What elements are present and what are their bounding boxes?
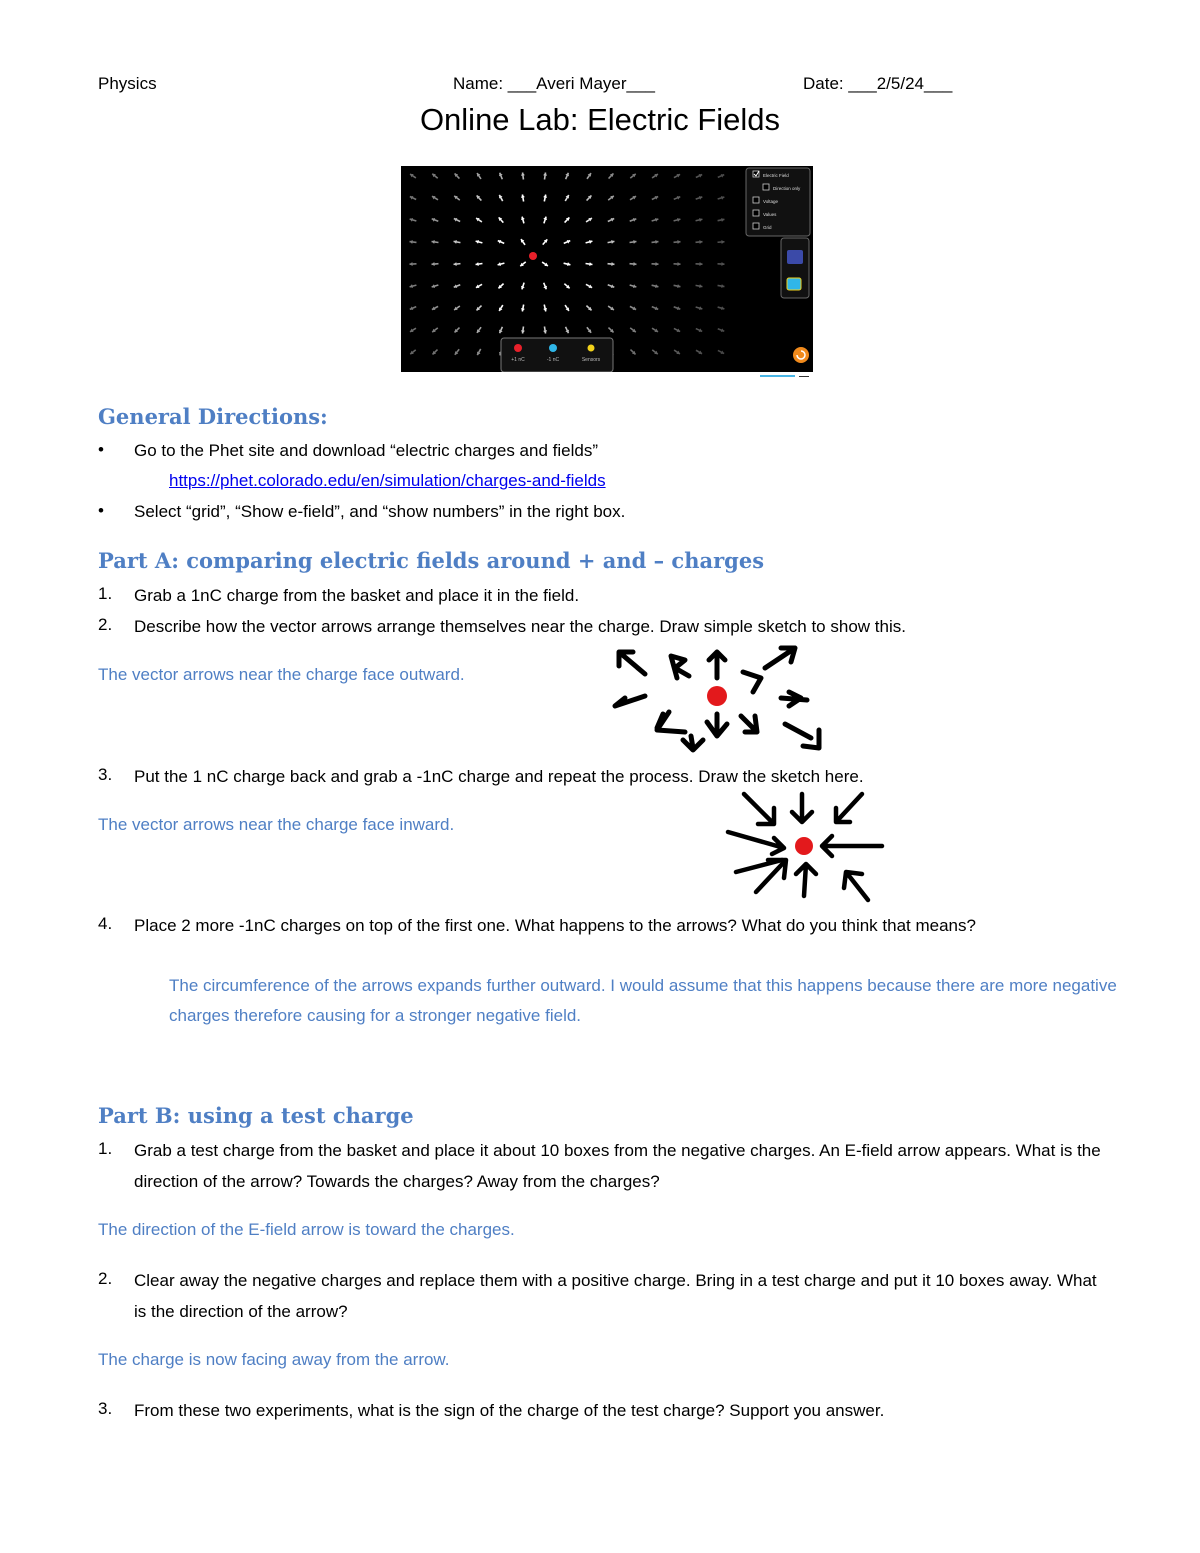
- sim-tape-icon: [787, 278, 801, 290]
- part-a-q2: Describe how the vector arrows arrange themselves near the charge. Draw simple sketch to show this.: [134, 617, 906, 636]
- sim-charge-basket: [501, 338, 613, 372]
- bullet-dot: •: [98, 501, 104, 520]
- sim-basket-sensor: [588, 345, 595, 352]
- question-number: 2.: [98, 1269, 113, 1288]
- phet-link[interactable]: https://phet.colorado.edu/en/simulation/charges-and-fields: [169, 471, 606, 490]
- sim-panel-label: Grid: [763, 225, 772, 230]
- sim-basket-negative: [549, 344, 557, 352]
- question-number: 3.: [98, 1399, 113, 1418]
- part-a-q4: Place 2 more -1nC charges on top of the first one. What happens to the arrows? What do you think that means?: [134, 916, 976, 935]
- part-a-heading: Part A: comparing electric fields around + and – charges: [98, 548, 765, 573]
- sim-basket-positive: [514, 344, 522, 352]
- part-a-q1: Grab a 1nC charge from the basket and place it in the field.: [134, 586, 580, 605]
- sim-panel-label: Values: [763, 212, 777, 217]
- part-b-heading: Part B: using a test charge: [98, 1103, 414, 1128]
- sim-basket-label-3: Sensors: [581, 357, 601, 363]
- part-b-q2: Clear away the negative charges and replace them with a positive charge. Bring in a test charge and put it 10 boxes away. What is the direction of the arrow?: [134, 1271, 1097, 1321]
- part-b-a2: The charge is now facing away from the arrow.: [98, 1350, 450, 1369]
- page-title: Online Lab: Electric Fields: [419, 102, 781, 137]
- direction-select-options: Select “grid”, “Show e-field”, and “show numbers” in the right box.: [134, 502, 626, 521]
- outward-arrows-sketch: [605, 640, 835, 760]
- part-b-a1: The direction of the E-field arrow is toward the charges.: [98, 1220, 515, 1239]
- image-caption-mark-2: [799, 376, 809, 377]
- part-b-q3: From these two experiments, what is the sign of the charge of the test charge? Support you answer.: [134, 1401, 885, 1420]
- sim-panel-checkbox: [763, 184, 769, 190]
- student-name: Name: ___Averi Mayer___: [453, 74, 655, 93]
- question-number: 4.: [98, 914, 113, 933]
- sim-panel-label: Voltage: [763, 199, 779, 204]
- subject-label: Physics: [98, 74, 157, 93]
- sim-panel-checkbox: [753, 210, 759, 216]
- sketch-charge-dot: [795, 837, 813, 855]
- direction-download: Go to the Phet site and download “electric charges and fields”: [134, 441, 598, 460]
- question-number: 3.: [98, 765, 113, 784]
- part-a-a3: The vector arrows near the charge face inward.: [98, 815, 455, 834]
- inward-arrows-sketch: [722, 788, 892, 908]
- lab-date: Date: ___2/5/24___: [803, 74, 953, 93]
- sim-voltmeter-icon: [787, 250, 803, 264]
- part-b-q1: Grab a test charge from the basket and place it about 10 boxes from the negative charges. An E-field arrow appears. What is the direction of the arrow? Towards the charges? Away from the charges?: [134, 1141, 1101, 1191]
- sim-panel-checkbox: [753, 197, 759, 203]
- sim-reset-icon: [793, 347, 809, 363]
- question-number: 1.: [98, 1139, 113, 1158]
- part-a-a2: The vector arrows near the charge face outward.: [98, 665, 465, 684]
- question-number: 1.: [98, 584, 113, 603]
- image-caption-mark: [760, 375, 795, 377]
- sim-basket-label-1: +1 nC: [511, 357, 525, 363]
- bullet-dot: •: [98, 440, 104, 459]
- sim-basket-label-2: -1 nC: [546, 357, 560, 363]
- part-a-q3: Put the 1 nC charge back and grab a -1nC charge and repeat the process. Draw the sketch here.: [134, 767, 864, 786]
- sketch-charge-dot: [707, 686, 727, 706]
- sim-panel-label: Electric Field: [763, 173, 789, 178]
- sim-positive-charge: [529, 252, 537, 260]
- sim-panel-label: Direction only: [773, 186, 801, 191]
- sim-panel-checkbox: [753, 223, 759, 229]
- phet-simulation-image: [401, 166, 813, 372]
- general-directions-heading: General Directions:: [98, 404, 328, 429]
- part-a-a4: The circumference of the arrows expands further outward. I would assume that this happens because there are more negative charges therefore causing for a stronger negative field.: [169, 976, 1117, 1025]
- question-number: 2.: [98, 615, 113, 634]
